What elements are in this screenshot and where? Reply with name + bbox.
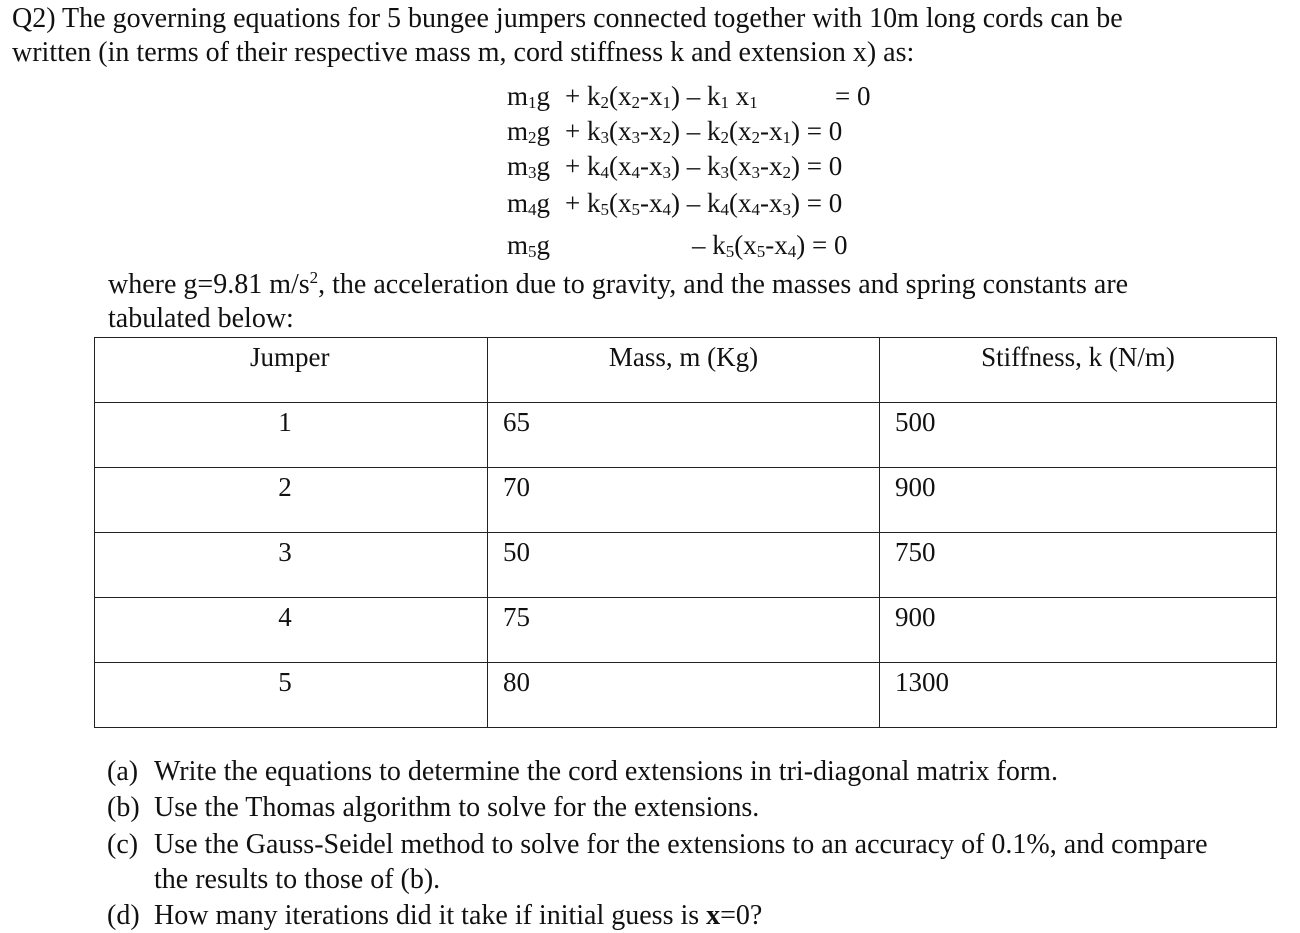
- jumper-table: [94, 337, 1277, 728]
- equation-spring-terms: + $k_3(x_3-x_2) - k_2(x_2-x_1) = 0$: [565, 116, 843, 147]
- cell-mass: 75: [488, 598, 880, 663]
- where-line-1: where g=9.81 $m/s^2$, the acceleration due to gravity, and the masses and spring constants are: [108, 268, 1129, 300]
- cell-stiffness: 900: [880, 468, 1277, 533]
- question-line-1: Q2) The governing equations for 5 bungee jumpers connected together with 10m long cords can be: [12, 3, 1123, 34]
- where-line-2: tabulated below:: [108, 303, 294, 334]
- cell-mass: 50: [488, 533, 880, 598]
- equation-mass-term: $m_5g$: [507, 230, 551, 261]
- table-row: [95, 403, 1277, 468]
- part-c-continued: the results to those of (b).: [154, 864, 441, 895]
- cell-jumper: 4: [95, 598, 488, 663]
- equation-rhs: = 0: [835, 81, 871, 111]
- table-row: [95, 533, 1277, 598]
- cell-jumper: 5: [95, 663, 488, 728]
- cell-stiffness: 500: [880, 403, 1277, 468]
- cell-jumper: 1: [95, 403, 488, 468]
- table-row: [95, 663, 1277, 728]
- table-header-row: [95, 338, 1277, 403]
- equation-spring-terms: + $k_4(x_4-x_3) - k_3(x_3-x_2) = 0$: [565, 151, 843, 182]
- equation-line: [507, 150, 907, 184]
- table-row: [95, 468, 1277, 533]
- equation-line: [507, 115, 907, 149]
- cell-jumper: 2: [95, 468, 488, 533]
- header-mass: Mass, m (Kg): [488, 338, 880, 403]
- cell-mass: 65: [488, 403, 880, 468]
- table-row: [95, 598, 1277, 663]
- equation-line: [507, 187, 907, 221]
- cell-mass: 80: [488, 663, 880, 728]
- cell-stiffness: 900: [880, 598, 1277, 663]
- equation-spring-terms: + $k_5(x_5-x_4) - k_4(x_4-x_3) = 0$: [565, 188, 843, 219]
- equation-spring-terms: + $k_2(x_2-x_1) - k_1$ $x_1$: [565, 81, 758, 112]
- equation-mass-term: $m_3g$: [507, 151, 551, 182]
- equation-line: [507, 80, 907, 114]
- header-jumper: Jumper: [95, 338, 488, 403]
- equation-line: [507, 229, 907, 263]
- cell-stiffness: 1300: [880, 663, 1277, 728]
- cell-mass: 70: [488, 468, 880, 533]
- equation-mass-term: $m_2g$: [507, 116, 551, 147]
- cell-jumper: 3: [95, 533, 488, 598]
- equation-spring-terms: – $k_5(x_5-x_4) = 0$: [692, 230, 848, 261]
- equation-mass-term: $m_4g$: [507, 188, 551, 219]
- cell-stiffness: 750: [880, 533, 1277, 598]
- header-stiffness: Stiffness, k (N/m): [880, 338, 1277, 403]
- question-line-2: written (in terms of their respective mass m, cord stiffness k and extension x) as:: [12, 37, 915, 68]
- equation-mass-term: $m_1g$: [507, 81, 551, 112]
